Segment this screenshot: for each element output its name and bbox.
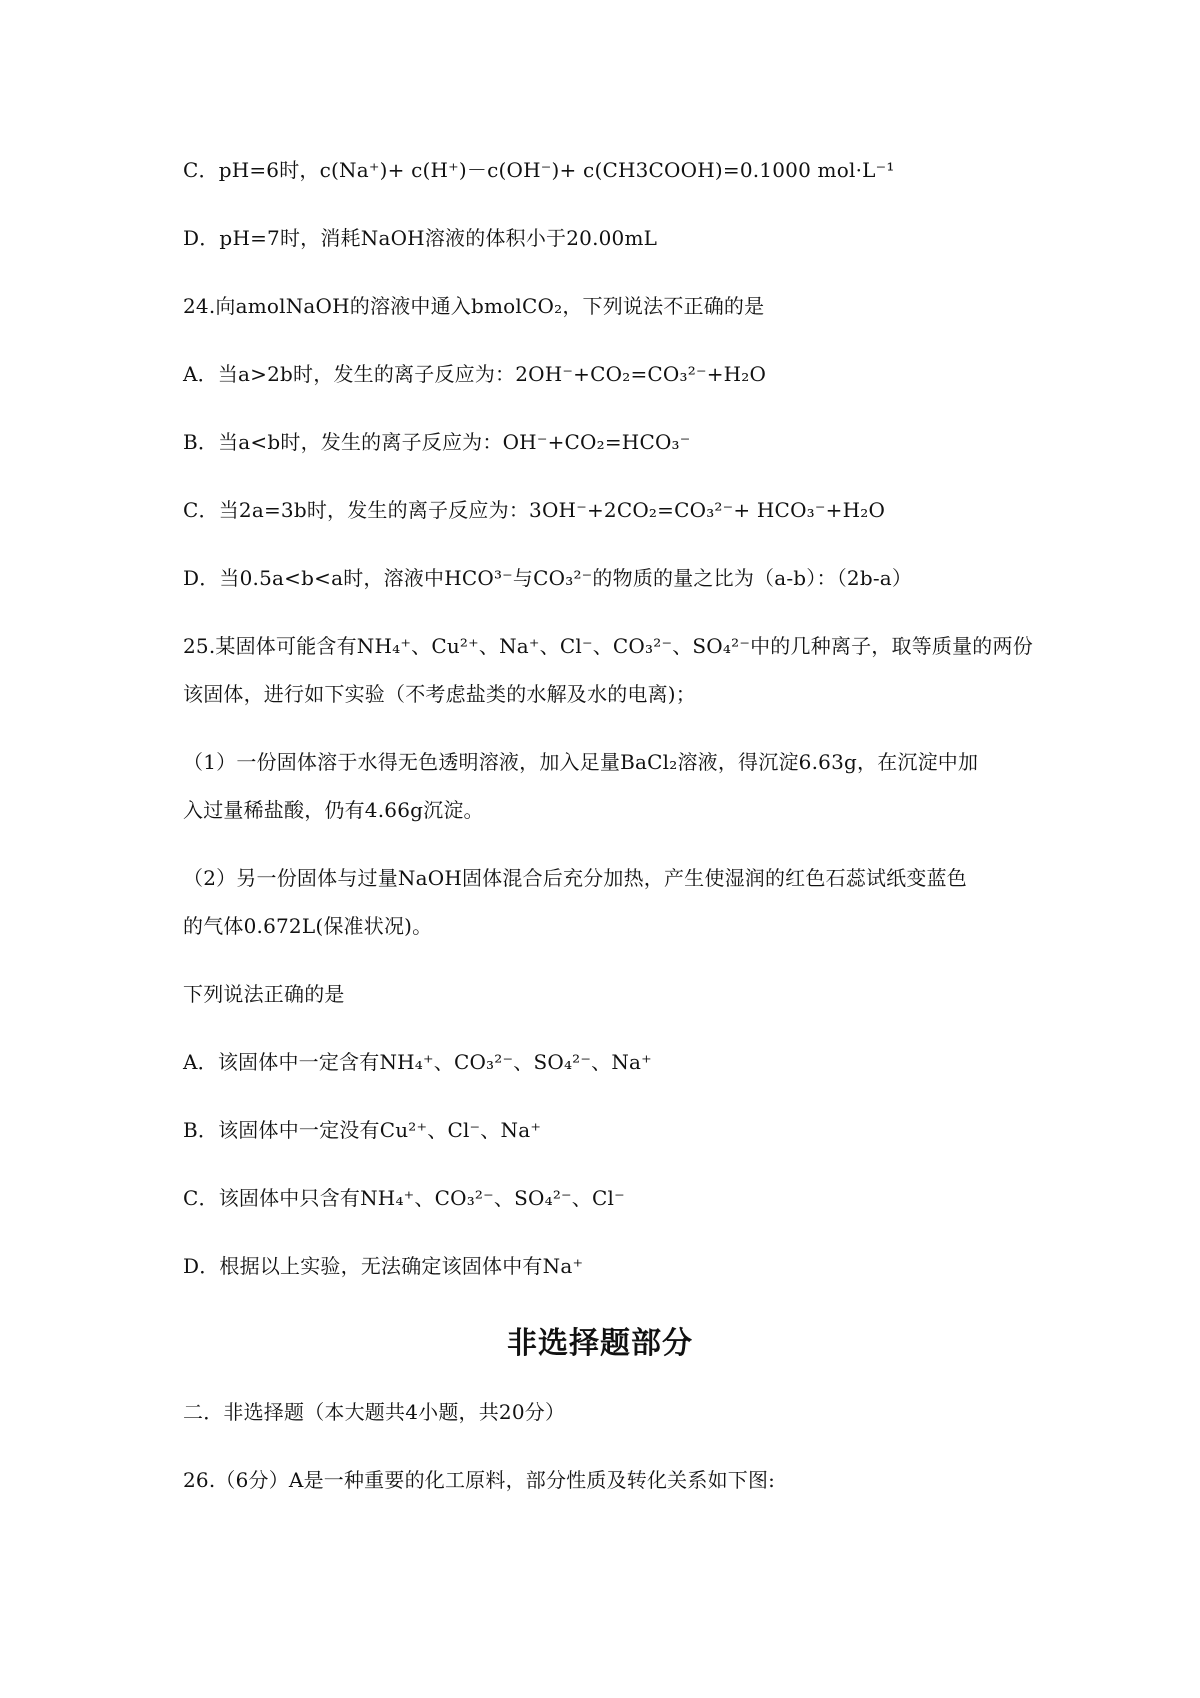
q24-option-a: A．当a>2b时，发生的离子反应为：2OH⁻+CO₂=CO₃²⁻+H₂O (183, 362, 767, 386)
q24-option-b: B．当a<b时，发生的离子反应为：OH⁻+CO₂=HCO₃⁻ (183, 430, 691, 454)
q24-option-d: D．当0.5a<b<a时，溶液中HCO³⁻与CO₃²⁻的物质的量之比为（a-b）：（2b-a） (183, 566, 913, 590)
q25-exp1-line1: （1）一份固体溶于水得无色透明溶液，加入足量BaCl₂溶液，得沉淀6.63g，在沉淀中加 (183, 750, 979, 774)
q23-option-d: D．pH=7时，消耗NaOH溶液的体积小于20.00mL (183, 226, 658, 250)
q25-option-c: C．该固体中只含有NH₄⁺、CO₃²⁻、SO₄²⁻、Cl⁻ (183, 1186, 625, 1210)
q25-stem-line2: 该固体，进行如下实验（不考虑盐类的水解及水的电离)； (183, 682, 697, 706)
q25-prompt: 下列说法正确的是 (183, 982, 345, 1006)
q24-option-c: C．当2a=3b时，发生的离子反应为：3OH⁻+2CO₂=CO₃²⁻+ HCO₃⁻+H₂O (183, 498, 886, 522)
q25-exp1-line2: 入过量稀盐酸，仍有4.66g沉淀。 (183, 798, 484, 822)
section-heading: 二．非选择题（本大题共4小题，共20分） (183, 1400, 566, 1424)
q25-stem-line1: 25.某固体可能含有NH₄⁺、Cu²⁺、Na⁺、Cl⁻、CO₃²⁻、SO₄²⁻中的几种离子，取等质量的两份 (183, 634, 1033, 658)
q25-option-b: B．该固体中一定没有Cu²⁺、Cl⁻、Na⁺ (183, 1118, 542, 1142)
q25-exp2-line2: 的气体0.672L(保准状况)。 (183, 914, 433, 938)
q26-stem: 26.（6分）A是一种重要的化工原料，部分性质及转化关系如下图: (183, 1468, 776, 1492)
q25-exp2-line1: （2）另一份固体与过量NaOH固体混合后充分加热，产生使湿润的红色石蕊试纸变蓝色 (183, 866, 967, 890)
q24-stem: 24.向amolNaOH的溶液中通入bmolCO₂，下列说法不正确的是 (183, 294, 765, 318)
section-title: 非选择题部分 (507, 1326, 693, 1361)
q25-option-a: A．该固体中一定含有NH₄⁺、CO₃²⁻、SO₄²⁻、Na⁺ (183, 1050, 652, 1074)
q25-option-d: D．根据以上实验，无法确定该固体中有Na⁺ (183, 1254, 584, 1278)
q23-option-c: C．pH=6时，c(Na⁺)+ c(H⁺)－c(OH⁻)+ c(CH3COOH)=0.1000 mol·L⁻¹ (183, 158, 895, 182)
